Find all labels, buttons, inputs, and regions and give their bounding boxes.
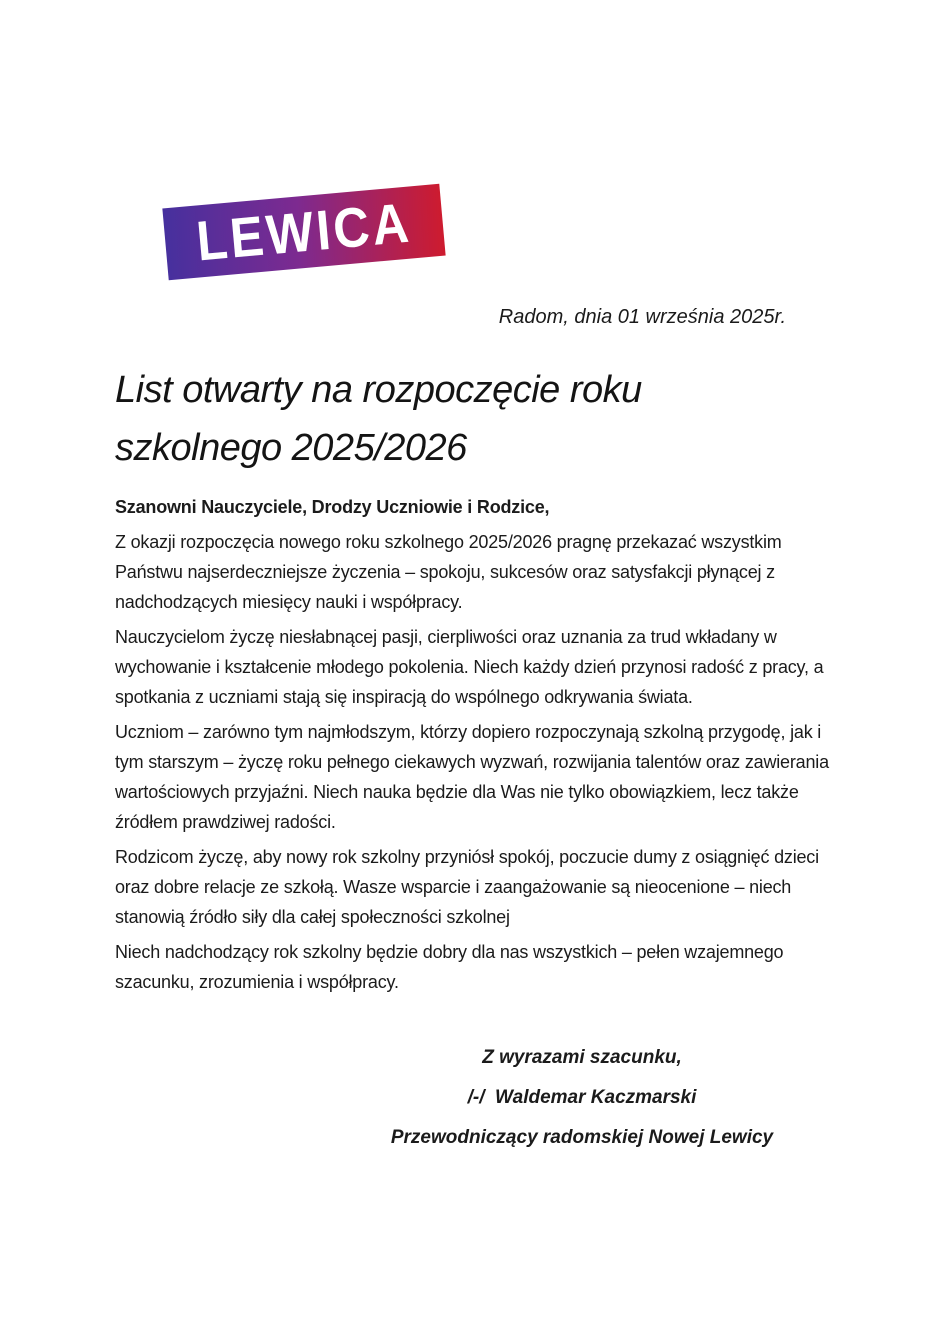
lewica-logo [162, 184, 445, 280]
signature-block [212, 1038, 950, 1158]
letter-paragraph-5: Niech nadchodzący rok szkolny będzie dobry dla nas wszystkich – pełen wzajemnego szacunku, zrozumienia i współpracy. [115, 942, 784, 992]
letter-paragraph-4: Rodzicom życzę, aby nowy rok szkolny przyniósł spokój, poczucie dumy z osiągnięć dzieci oraz dobre relacje ze szkołą. Wasze wsparcie i zaangażowanie są nieocenione – niech stanowią źródło siły dla całej społeczności szkolnej [115, 847, 819, 927]
signature-name: /-/ Waldemar Kaczmarski [467, 1087, 697, 1108]
letter-paragraph-3: Uczniom – zarówno tym najmłodszym, którzy dopiero rozpoczynają szkolną przygodę, jak i tym starszym – życzę roku pełnego ciekawych wyzwań, rozwijania talentów oraz zawierania wartościowych przyjaźni. Niech nauka będzie dla Was nie tylko obowiązkiem, lecz także źródłem prawdziwej radości. [115, 722, 829, 832]
signature-closing: Z wyrazami szacunku, [482, 1047, 682, 1068]
letter-body [115, 492, 850, 1002]
signature-role: Przewodniczący radomskiej Nowej Lewicy [390, 1127, 774, 1148]
date-line: Radom, dnia 01 września 2025r. [498, 306, 786, 328]
letter-title: List otwarty na rozpoczęcie roku szkolnego 2025/2026 [115, 369, 642, 470]
letter-paragraph-2: Nauczycielom życzę niesłabnącej pasji, cierpliwości oraz uznania za trud wkładany w wychowanie i kształcenie młodego pokolenia. Niech każdy dzień przynosi radość z pracy, a spotkania z uczniami stają się inspiracją do wspólnego odkrywania świata. [115, 627, 824, 707]
letter-paragraph-1: Z okazji rozpoczęcia nowego roku szkolnego 2025/2026 pragnę przekazać wszystkim Państwu najserdeczniejsze życzenia – spokoju, sukcesów oraz satysfakcji płynącej z nadchodzących miesięcy nauki i współpracy. [115, 532, 782, 612]
salutation: Szanowni Nauczyciele, Drodzy Uczniowie i Rodzice, [115, 497, 550, 517]
lewica-logo-text: LEWICA [194, 191, 414, 273]
